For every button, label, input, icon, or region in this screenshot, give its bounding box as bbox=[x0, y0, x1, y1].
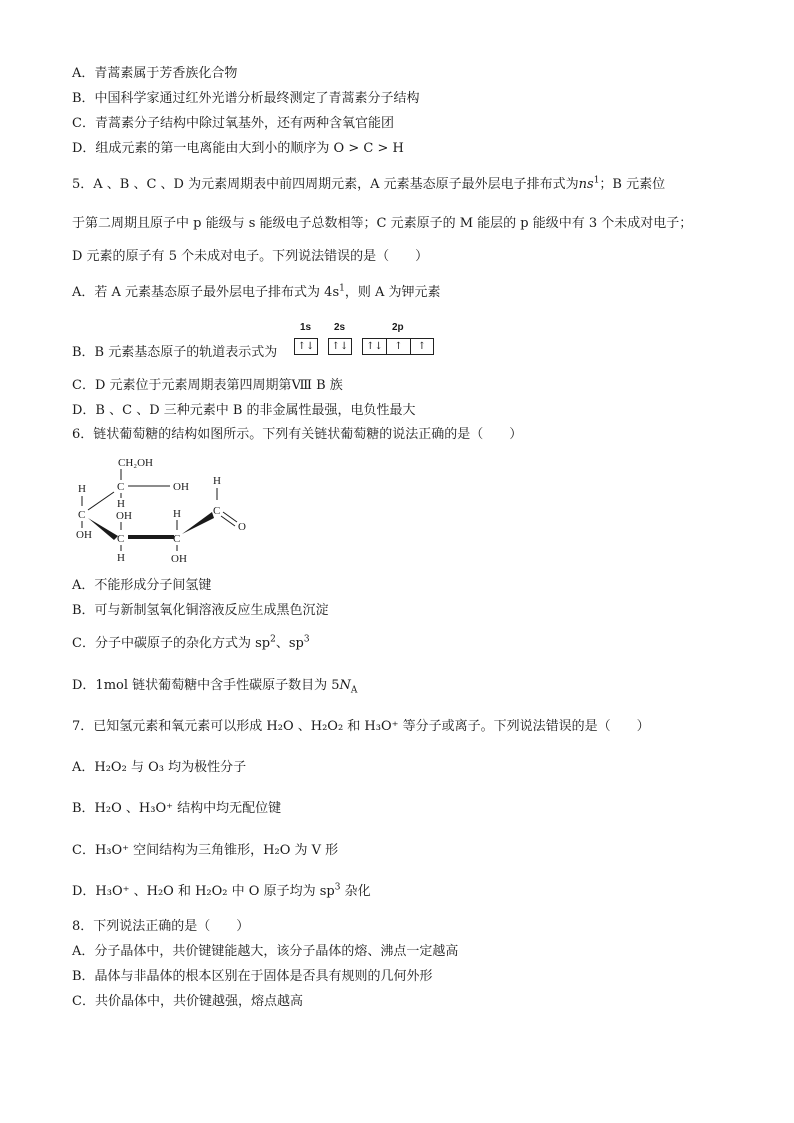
q5-ns-sup: 1 bbox=[593, 175, 600, 186]
struct-h-top: H bbox=[117, 498, 125, 510]
q4-option-d: D．组成元素的第一电离能由大到小的顺序为 O > C > H bbox=[72, 141, 404, 156]
struct-h-right: H bbox=[173, 508, 181, 520]
orbital-diagram bbox=[294, 318, 444, 362]
struct-h-bottom: H bbox=[117, 552, 125, 564]
orbital-label-2p: 2p bbox=[392, 322, 404, 333]
q6-option-c-mid: 、sp bbox=[275, 636, 304, 651]
struct-c-aldehyde: C bbox=[213, 505, 221, 517]
q8-stem: 8．下列说法正确的是（ ） bbox=[72, 919, 250, 934]
wedge-bond bbox=[182, 512, 214, 534]
q7-option-d-sup: 3 bbox=[334, 882, 341, 893]
q6-option-b: B．可与新制氢氧化铜溶液反应生成黑色沉淀 bbox=[72, 603, 329, 618]
q6-option-d-sub: A bbox=[350, 685, 358, 696]
q5-stem-text: 5．A 、B 、C 、D 为元素周期表中前四周期元素，A 元素基态原子最外层电子排布式为 bbox=[72, 177, 579, 192]
q7-option-d-post: 杂化 bbox=[340, 884, 371, 899]
struct-c-bottom-left: C bbox=[117, 533, 125, 545]
q5-option-a-text: A．若 A 元素基态原子最外层电子排布式为 4s bbox=[72, 285, 340, 300]
q5-stem-text-post: ；B 元素位 bbox=[599, 177, 666, 192]
q5-option-a bbox=[72, 284, 441, 302]
struct-ch2oh: CH₂OH bbox=[118, 457, 154, 469]
q6-option-c-sup-1: 2 bbox=[270, 634, 276, 645]
orbital-electrons-2p-3: ↑ bbox=[417, 341, 427, 352]
bold-bond bbox=[128, 535, 174, 539]
wedge-bond bbox=[88, 518, 118, 540]
orbital-electrons-2s: ↑↓ bbox=[331, 341, 349, 352]
orbital-box-1s bbox=[294, 338, 318, 355]
struct-oh-top: OH bbox=[173, 481, 189, 493]
q5-ns: ns bbox=[578, 177, 594, 192]
struct-o-aldehyde: O bbox=[238, 521, 246, 533]
q7-option-d bbox=[72, 883, 371, 901]
q5-stem-line-3: D 元素的原子有 5 个未成对电子。下列说法错误的是（ ） bbox=[72, 249, 429, 264]
q7-option-d-text: D．H₃O⁺ 、H₂O 和 H₂O₂ 中 O 原子均为 sp bbox=[72, 884, 335, 899]
q5-option-c: C．D 元素位于元素周期表第四周期第Ⅷ B 族 bbox=[72, 378, 343, 393]
q6-option-c-text: C．分子中碳原子的杂化方式为 sp bbox=[72, 636, 271, 651]
q4-option-b: B．中国科学家通过红外光谱分析最终测定了青蒿素分子结构 bbox=[72, 91, 420, 106]
q7-option-b: B．H₂O 、H₃O⁺ 结构中均无配位键 bbox=[72, 801, 282, 816]
q8-option-b: B．晶体与非晶体的根本区别在于固体是否具有规则的几何外形 bbox=[72, 969, 433, 984]
q5-option-a-post: ，则 A 为钾元素 bbox=[344, 285, 441, 300]
struct-h-aldehyde: H bbox=[213, 475, 221, 487]
struct-c-top: C bbox=[117, 481, 125, 493]
orbital-box-2s bbox=[328, 338, 352, 355]
q6-stem: 6．链状葡萄糖的结构如图所示。下列有关链状葡萄糖的说法正确的是（ ） bbox=[72, 427, 523, 442]
q5-option-b: B．B 元素基态原子的轨道表示式为 bbox=[72, 345, 278, 360]
orbital-box-2p bbox=[362, 338, 434, 355]
q5-option-a-sup: 1 bbox=[339, 283, 345, 294]
q7-option-c: C．H₃O⁺ 空间结构为三角锥形，H₂O 为 V 形 bbox=[72, 843, 339, 858]
bond-line bbox=[88, 492, 114, 510]
q4-option-c: C．青蒿素分子结构中除过氧基外，还有两种含氧官能团 bbox=[72, 116, 394, 131]
q5-stem-line-1 bbox=[72, 176, 665, 194]
struct-c-bottom-right: C bbox=[173, 533, 181, 545]
q6-option-c bbox=[72, 635, 310, 653]
orbital-electrons-1s: ↑↓ bbox=[297, 341, 315, 352]
q6-option-a: A．不能形成分子间氢键 bbox=[72, 578, 212, 593]
q6-option-d-text: D．1mol 链状葡萄糖中含手性碳原子数目为 5 bbox=[72, 678, 340, 693]
orbital-electrons-2p-2: ↑ bbox=[394, 341, 403, 352]
q8-option-c: C．共价晶体中，共价键越强，熔点越高 bbox=[72, 994, 303, 1009]
orbital-electrons-2p-1: ↑↓ bbox=[366, 341, 383, 352]
q6-option-c-sup-2: 3 bbox=[303, 634, 310, 645]
orbital-label-2s: 2s bbox=[334, 322, 346, 333]
q5-stem-line-2: 于第二周期且原子中 p 能级与 s 能级电子总数相等；C 元素原子的 M 能层的 p 能级中有 3 个未成对电子； bbox=[72, 216, 693, 231]
orbital-label-1s: 1s bbox=[300, 322, 312, 333]
struct-c-left: C bbox=[78, 509, 86, 521]
struct-h-left: H bbox=[78, 483, 86, 495]
q5-option-d: D．B 、C 、D 三种元素中 B 的非金属性最强，电负性最大 bbox=[72, 403, 416, 418]
q8-option-a: A．分子晶体中，共价键键能越大，该分子晶体的熔、沸点一定越高 bbox=[72, 944, 459, 959]
bond-line bbox=[221, 516, 235, 526]
q6-option-d-n: N bbox=[339, 678, 351, 693]
q7-stem: 7．已知氢元素和氧元素可以形成 H₂O 、H₂O₂ 和 H₃O⁺ 等分子或离子。下列说法错误的是（ ） bbox=[72, 719, 650, 734]
struct-oh-left: OH bbox=[76, 529, 92, 541]
q7-option-a: A．H₂O₂ 与 O₃ 均为极性分子 bbox=[72, 760, 247, 775]
q6-option-d bbox=[72, 677, 357, 695]
struct-oh-bottom: OH bbox=[171, 553, 187, 565]
glucose-structure bbox=[74, 456, 260, 568]
struct-oh-mid: OH bbox=[116, 510, 132, 522]
q4-option-a: A．青蒿素属于芳香族化合物 bbox=[72, 66, 238, 81]
bond-line bbox=[223, 512, 237, 522]
